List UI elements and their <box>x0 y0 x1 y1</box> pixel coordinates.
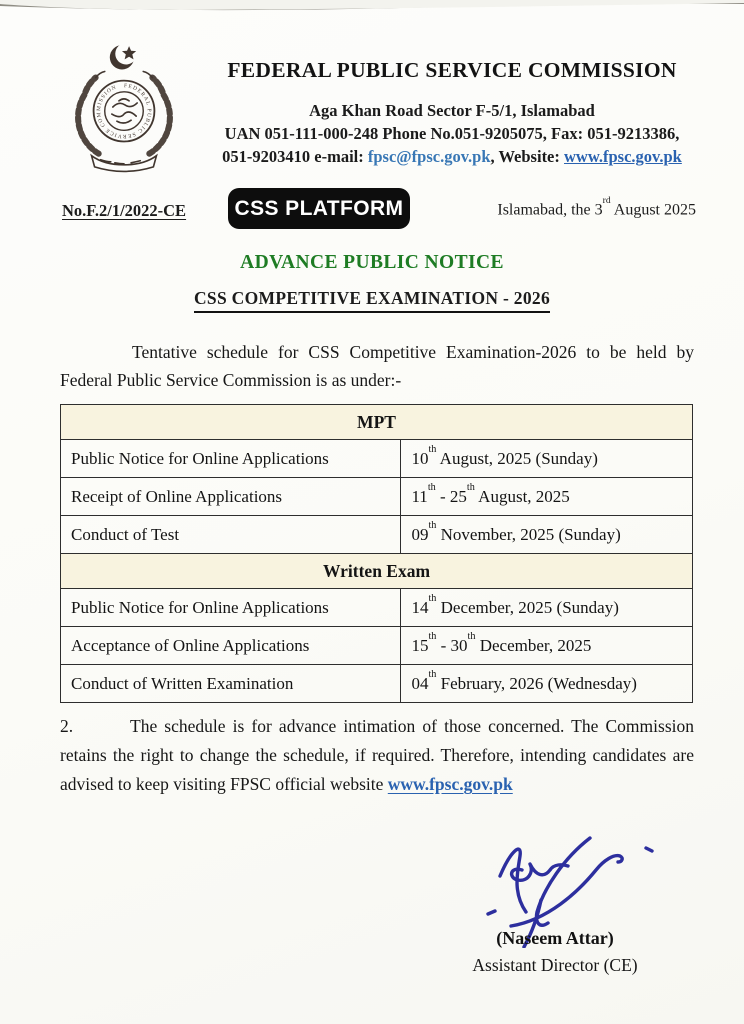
address-line-3-mid: , Website: <box>490 147 565 166</box>
row-label: Conduct of Test <box>61 516 401 554</box>
reference-number: No.F.2/1/2022-CE <box>62 201 187 220</box>
exam-title-wrap <box>0 288 744 313</box>
address-line-3 <box>196 145 708 168</box>
table-row <box>61 627 693 665</box>
table-section-header-row <box>61 405 693 440</box>
website-link[interactable]: www.fpsc.gov.pk <box>564 147 682 166</box>
org-address <box>196 99 708 168</box>
address-line-1: Aga Khan Road Sector F-5/1, Islamabad <box>309 101 595 120</box>
address-line-3-prefix: 051-9203410 e-mail: <box>222 147 368 166</box>
schedule-table <box>60 404 693 703</box>
clause-number: 2. <box>60 716 74 736</box>
badge-label: CSS PLATFORM <box>234 196 404 220</box>
letterhead <box>196 58 708 168</box>
row-value: 09th November, 2025 (Sunday) <box>401 516 693 554</box>
fpsc-seal-logo <box>56 36 192 178</box>
intro-paragraph: Tentative schedule for CSS Competitive Examination-2026 to be held by Federal Public Service Commission is as under:- <box>60 342 694 390</box>
row-value: 14th December, 2025 (Sunday) <box>401 589 693 627</box>
row-value: 11th - 25th August, 2025 <box>401 478 693 516</box>
table-row <box>61 478 693 516</box>
row-value: 10th August, 2025 (Sunday) <box>401 440 693 478</box>
row-label: Public Notice for Online Applications <box>61 589 401 627</box>
section-header-written-exam: Written Exam <box>61 554 693 589</box>
row-value: 15th - 30th December, 2025 <box>401 627 693 665</box>
row-label: Conduct of Written Examination <box>61 665 401 703</box>
email-link[interactable]: fpsc@fpsc.gov.pk <box>367 147 491 166</box>
row-label: Acceptance of Online Applications <box>61 627 401 665</box>
org-name: FEDERAL PUBLIC SERVICE COMMISSION <box>227 58 677 82</box>
signatory-designation: Assistant Director (CE) <box>472 955 638 975</box>
row-label: Receipt of Online Applications <box>61 478 401 516</box>
table-row <box>61 665 693 703</box>
css-platform-badge <box>228 188 410 229</box>
svg-text:FEDERAL PUBLIC SERVICE COMMISS: FEDERAL PUBLIC SERVICE COMMISSION <box>95 83 152 139</box>
clause-text: The schedule is for advance intimation of those concerned. The Commission retains the right to change the schedule, if required. Therefore, intending candidates are advised to keep visiting FPSC official website <box>60 716 694 794</box>
clause-2-paragraph <box>60 712 694 799</box>
table-row <box>61 516 693 554</box>
table-row <box>61 589 693 627</box>
section-header-mpt: MPT <box>61 405 693 440</box>
notice-title: ADVANCE PUBLIC NOTICE <box>240 252 504 273</box>
table-row <box>61 440 693 478</box>
signatory-name: (Naseem Attar) <box>496 928 614 948</box>
row-value: 04th February, 2026 (Wednesday) <box>401 665 693 703</box>
exam-title: CSS COMPETITIVE EXAMINATION - 2026 <box>194 288 550 313</box>
address-line-2: UAN 051-111-000-248 Phone No.051-9205075, Fax: 051-9213386, <box>224 124 680 143</box>
scan-edge-artifact <box>0 0 744 24</box>
place-and-date: Islamabad, the 3rd August 2025 <box>497 195 696 219</box>
table-section-header-row <box>61 554 693 589</box>
fpsc-website-link[interactable]: www.fpsc.gov.pk <box>387 774 513 794</box>
row-label: Public Notice for Online Applications <box>61 440 401 478</box>
